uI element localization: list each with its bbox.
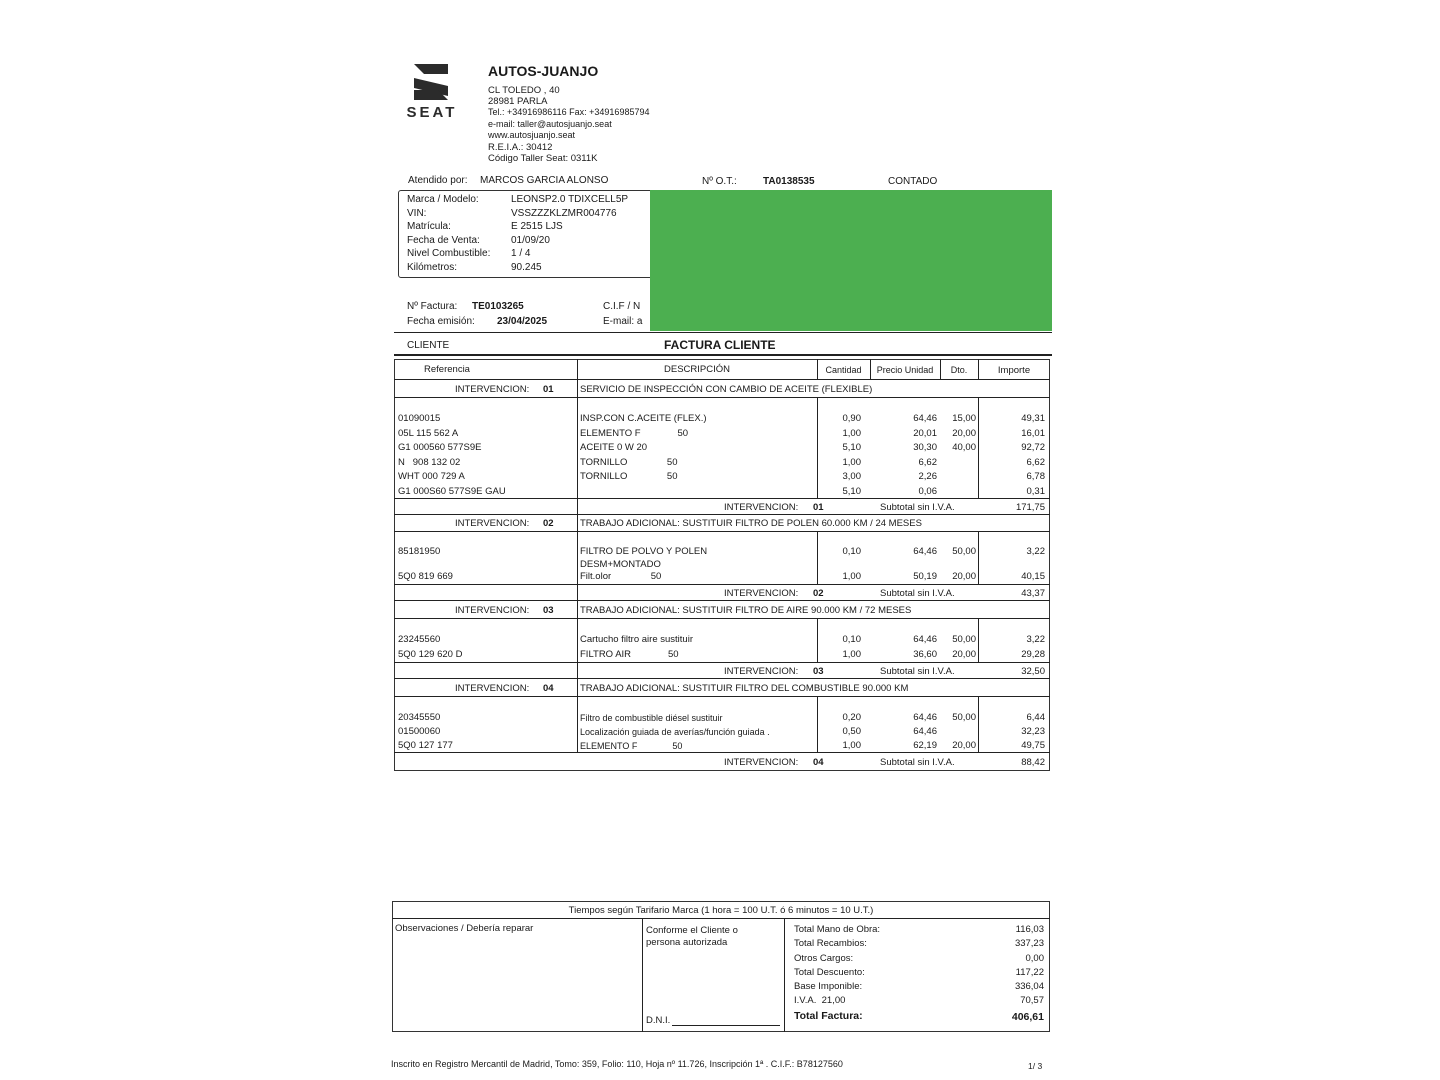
subtotal-label: Subtotal sin I.V.A.: [880, 502, 955, 513]
subtotal-label: Subtotal sin I.V.A.: [880, 757, 955, 768]
intervention-title: TRABAJO ADICIONAL: SUSTITUIR FILTRO DEL COMBUSTIBLE 90.000 KM: [580, 683, 909, 694]
cliente-label: CLIENTE: [407, 340, 450, 351]
dealer-phone: Tel.: +34916986116 Fax: +34916985794: [488, 107, 650, 117]
vehicle-label: Marca / Modelo:: [407, 194, 479, 205]
invoice-number: TE0103265: [472, 301, 524, 312]
invoice-date-label: Fecha emisión:: [407, 316, 475, 327]
item-discounts: 50,00 20,00: [952, 712, 976, 751]
intervention-number: 02: [543, 518, 554, 529]
invoice-title: FACTURA CLIENTE: [664, 338, 776, 352]
vehicle-label: Kilómetros:: [407, 261, 458, 273]
intervention-label: INTERVENCION:: [455, 518, 530, 529]
item-descriptions: Filtro de combustible diésel sustituir Localización guiada de averías/función guiada . ELEMENTO F 50: [580, 713, 770, 751]
intervention-title: SERVICIO DE INSPECCIÓN CON CAMBIO DE ACEITE (FLEXIBLE): [580, 384, 873, 395]
atendido-name: MARCOS GARCIA ALONSO: [480, 175, 609, 186]
subtotal-intervention-label: INTERVENCION:: [724, 757, 799, 768]
ot-label: Nº O.T.:: [702, 176, 737, 187]
registry-note: Inscrito en Registro Mercantil de Madrid, Tomo: 359, Folio: 110, Hoja nº 11.726, Inscripción 1ª . C.I.F.: B78127560: [391, 1059, 843, 1069]
intervention-number: 01: [543, 384, 554, 395]
totals-values: 116,03 337,23 0,00 117,22 336,04 70,57: [1014, 924, 1044, 1007]
items-table: [394, 359, 1052, 771]
item-references: 23245560 5Q0 129 620 D: [398, 634, 463, 660]
header-descripcion: DESCRIPCIÓN: [664, 364, 730, 375]
item-references: 01090015 05L 115 562 A G1 000560 577S9E N 908 132 02 WHT 000 729 A G1 000S60 577S9E GAU: [398, 413, 506, 497]
subtotal-intervention-label: INTERVENCION:: [724, 666, 799, 677]
intervention-title: TRABAJO ADICIONAL: SUSTITUIR FILTRO DE AIRE 90.000 KM / 72 MESES: [580, 605, 912, 616]
item-quantities: 0,90 1,00 5,10 1,00 3,00 5,10: [842, 413, 861, 497]
subtotal-intervention-number: 02: [813, 588, 824, 599]
intervention-number: 03: [543, 605, 554, 616]
intervention-title: TRABAJO ADICIONAL: SUSTITUIR FILTRO DE POLEN 60.000 KM / 24 MESES: [580, 518, 922, 529]
dealer-taller-code: Código Taller Seat: 0311K: [488, 153, 598, 164]
vehicle-label: Matrícula:: [407, 221, 451, 232]
subtotal-label: Subtotal sin I.V.A.: [880, 666, 955, 677]
item-references: 85181950 5Q0 819 669: [398, 546, 453, 582]
total-factura-label: Total Factura:: [794, 1010, 863, 1022]
vehicle-label: Fecha de Venta:: [407, 234, 480, 246]
intervention-label: INTERVENCION:: [455, 605, 530, 616]
item-amounts: 49,31 16,01 92,72 6,62 6,78 0,31: [1021, 413, 1045, 497]
item-quantities: 0,10 1,00: [842, 546, 861, 582]
subtotal-intervention-number: 03: [813, 666, 824, 677]
intervention-label: INTERVENCION:: [455, 384, 530, 395]
vehicle-sale-date: 01/09/20: [511, 234, 550, 246]
item-prices: 64,46 20,01 30,30 6,62 2,26 0,06: [913, 413, 937, 497]
seat-logo: [396, 62, 468, 122]
total-factura-value: 406,61: [1011, 1011, 1044, 1023]
header-cantidad: Cantidad: [825, 365, 862, 375]
vehicle-labels: [407, 193, 507, 274]
item-prices: 64,46 36,60: [913, 634, 937, 660]
item-discounts: 50,00 20,00: [952, 634, 976, 660]
dealer-address-1: CL TOLEDO , 40: [488, 85, 560, 96]
conforme-label: Conforme el Cliente o persona autorizada: [646, 925, 738, 948]
dealer-email: e-mail: taller@autosjuanjo.seat: [488, 119, 612, 129]
observaciones-label: Observaciones / Debería reparar: [395, 923, 534, 934]
vehicle-fuel-level: 1 / 4: [511, 248, 531, 259]
dealer-name: AUTOS-JUANJO: [488, 63, 599, 79]
item-quantities: 0,10 1,00: [842, 634, 861, 660]
item-prices: 64,46 50,19: [913, 546, 937, 582]
subtotal-intervention-number: 04: [813, 757, 824, 768]
subtotal-intervention-number: 01: [813, 502, 824, 513]
intervention-number: 04: [543, 683, 554, 694]
ot-number: TA0138535: [763, 176, 815, 187]
page-number: 1/ 3: [1028, 1061, 1043, 1071]
dni-label: D.N.I.: [646, 1015, 671, 1026]
subtotal-value: 88,42: [1021, 757, 1045, 768]
subtotal-intervention-label: INTERVENCION:: [724, 588, 799, 599]
footer-box: [392, 901, 1050, 1033]
intervention-label: INTERVENCION:: [455, 683, 530, 694]
item-discounts: 15,00 20,00 40,00: [952, 413, 976, 453]
item-amounts: 3,22 29,28: [1021, 634, 1045, 660]
header-dto: Dto.: [950, 365, 968, 375]
header-importe: Importe: [997, 365, 1031, 376]
subtotal-intervention-label: INTERVENCION:: [724, 502, 799, 513]
tiempos-note: Tiempos según Tarifario Marca (1 hora = 100 U.T. ó 6 minutos = 10 U.T.): [568, 905, 874, 916]
vehicle-label: Nivel Combustible:: [407, 248, 491, 259]
vehicle-values: [511, 193, 656, 274]
item-discounts: 50,00 20,00: [952, 546, 976, 582]
subtotal-label: Subtotal sin I.V.A.: [880, 588, 955, 599]
item-descriptions: Cartucho filtro aire sustituir FILTRO AIR 50: [580, 634, 693, 660]
header-precio-unidad: Precio Unidad: [876, 365, 934, 375]
payment-type: CONTADO: [888, 176, 938, 187]
dealer-web: www.autosjuanjo.seat: [488, 130, 576, 140]
vehicle-label: VIN:: [407, 207, 427, 219]
invoice-date: 23/04/2025: [497, 316, 548, 327]
item-descriptions: INSP.CON C.ACEITE (FLEX.) ELEMENTO F 50 ACEITE 0 W 20 TORNILLO 50 TORNILLO 50: [580, 413, 707, 482]
vehicle-vin: VSSZZZKLZMR004776: [511, 207, 617, 219]
subtotal-value: 171,75: [1015, 502, 1045, 513]
atendido-label: Atendido por:: [408, 175, 468, 186]
subtotal-value: 43,37: [1021, 588, 1045, 599]
redaction-block: [650, 190, 1052, 331]
vehicle-km: 90.245: [511, 261, 542, 273]
brand-wordmark: SEAT: [406, 104, 458, 121]
vehicle-plate: E 2515 LJS: [511, 221, 563, 232]
email-label: E-mail: a: [603, 316, 643, 327]
subtotal-value: 32,50: [1021, 666, 1045, 677]
item-descriptions: FILTRO DE POLVO Y POLEN DESM+MONTADO Filt.olor 50: [580, 546, 708, 582]
item-amounts: 6,44 32,23 49,75: [1021, 712, 1045, 751]
cif-label: C.I.F / N: [603, 301, 641, 312]
item-prices: 64,46 64,46 62,19: [913, 712, 937, 751]
totals-labels: Total Mano de Obra: Total Recambios: Otros Cargos: Total Descuento: Base Imponible: I.V.A. 21,00: [794, 924, 881, 1007]
item-amounts: 3,22 40,15: [1021, 546, 1045, 582]
vehicle-model: LEONSP2.0 TDIXCELL5P: [511, 194, 629, 205]
item-references: 20345550 01500060 5Q0 127 177: [398, 712, 453, 751]
dealer-reia: R.E.I.A.: 30412: [488, 142, 553, 153]
dealer-address-2: 28981 PARLA: [488, 96, 548, 107]
header-referencia: Referencia: [424, 364, 470, 375]
item-quantities: 0,20 0,50 1,00: [842, 712, 861, 751]
invoice-number-label: Nº Factura:: [407, 301, 458, 312]
